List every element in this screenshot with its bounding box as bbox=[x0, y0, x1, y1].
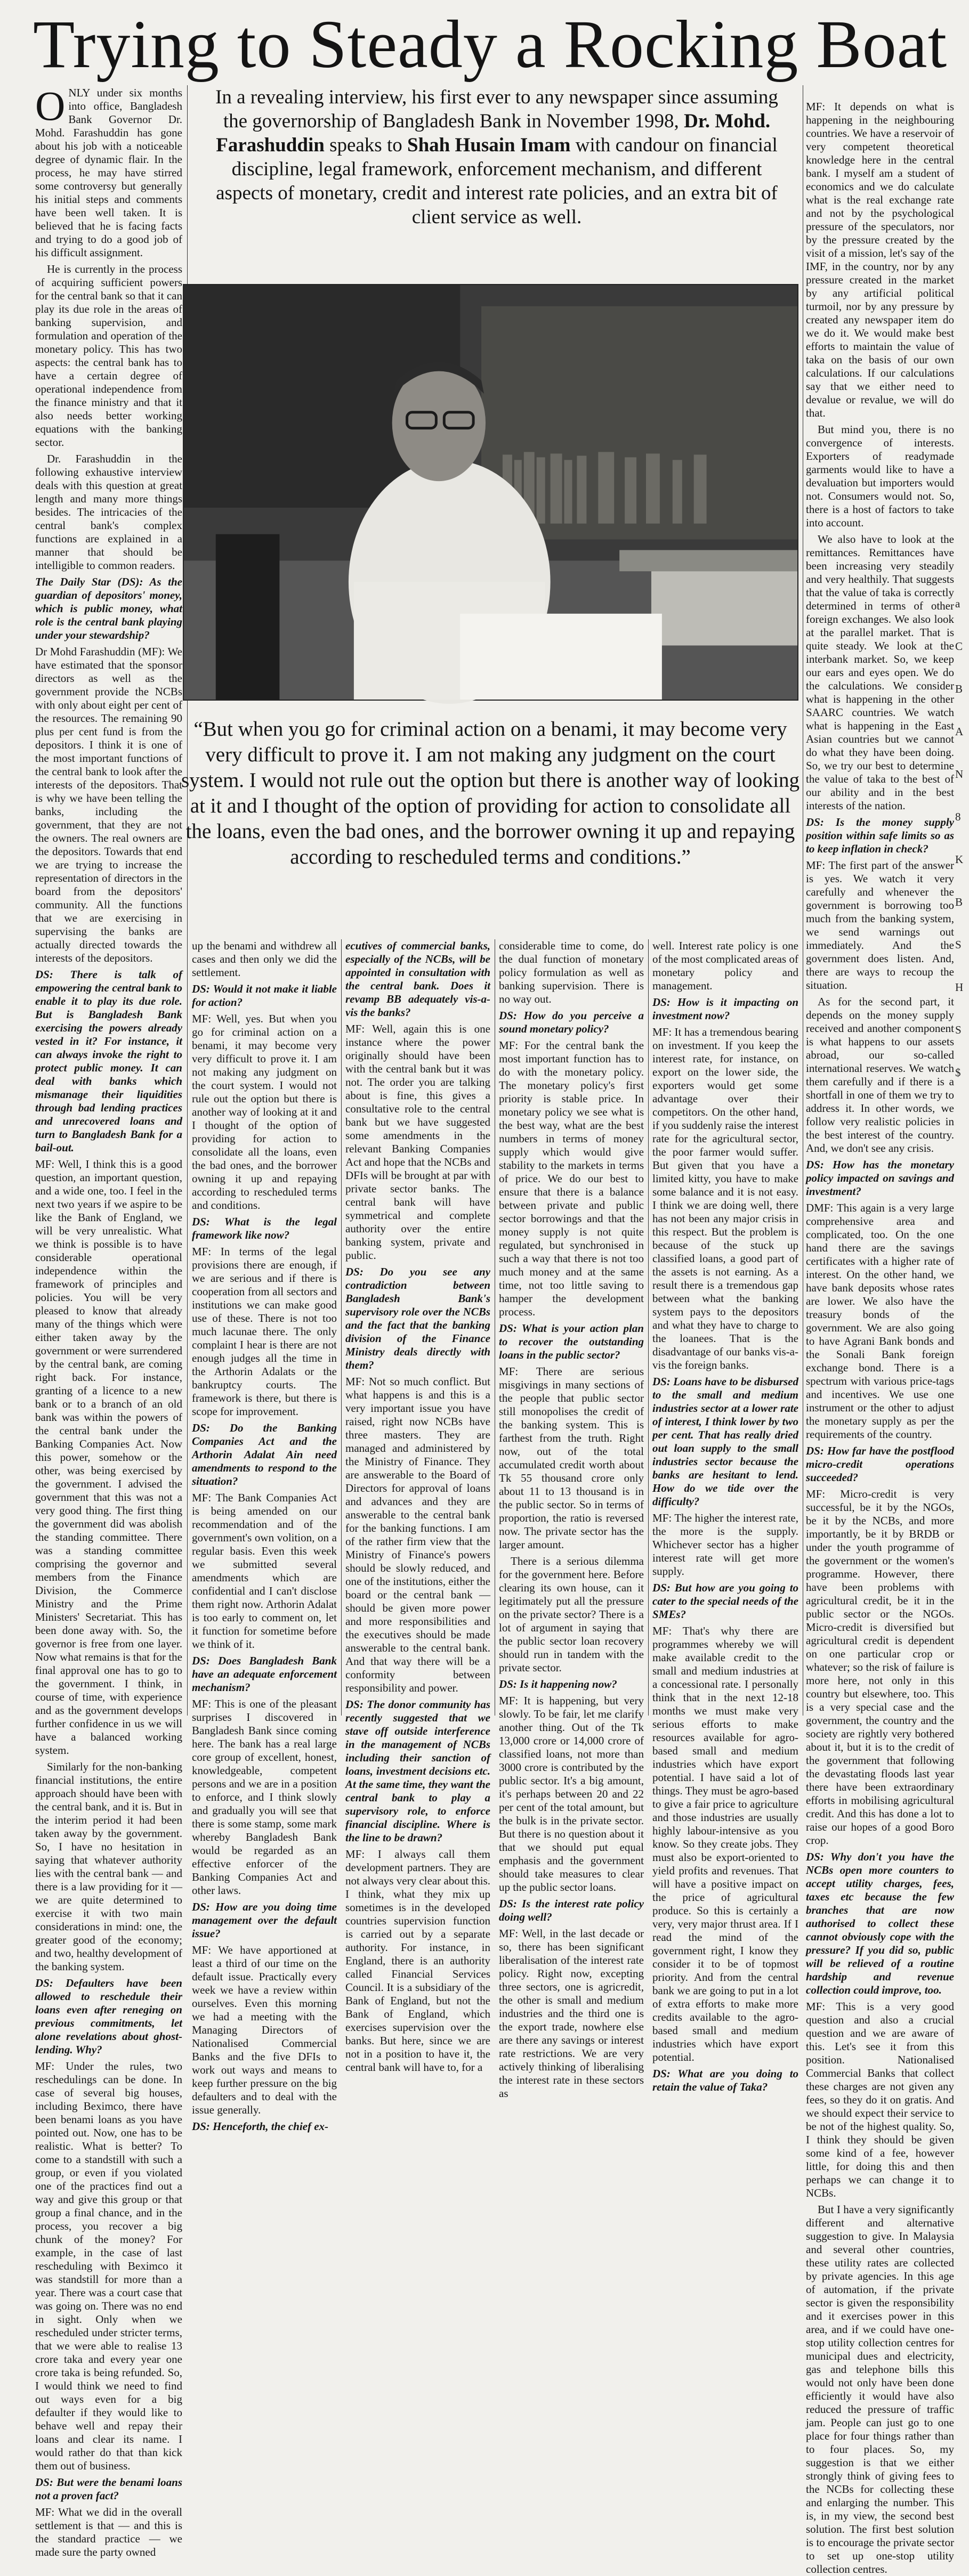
drop-cap: O bbox=[35, 83, 66, 129]
question: DS: There is talk of empowering the central bank to enable it to play its due role. But is Bangladesh Bank exercising the powers already vested in it? For instance, it can always invoke the right to protect public money. It can deal with banks which mismanage their liquidities through bad lending practices and unrecovered loans and turn to Bangladesh Bank for a bail-out. bbox=[35, 968, 182, 1154]
question: DS: Defaulters have been allowed to reschedule their loans even after reneging on previous commitments, let alone revelations about ghost-lending. Why? bbox=[35, 1977, 182, 2056]
column-2 bbox=[192, 939, 337, 2133]
answer: DMF: This again is a very large comprehensive area and complicated, too. On the one hand there are the savings certificates with a higher rate of interest. On the other hand, we have bank deposits whose rates are lower. We also have the treasury bonds of the government. We are also going to have Agrani Bank bonds and the Sonali Bank foreign exchange bond. There is a spectrum with various price-tags and incentives. We use one instrument or the other to adjust the monetary supply as per the requirements of the country. bbox=[806, 1201, 954, 1441]
question: DS: Do you see any contradiction between Bangladesh Bank's supervisory role over the NCBs and the fact that the banking division of the Finance Ministry deals directly with them? bbox=[345, 1265, 490, 1371]
answer: MF: The Bank Companies Act is being amended on our recommendation and of the government's own volition, on a regular basis. Even this week we submitted several amendments which are confidential and I can't disclose them right now. Arthorin Adalat is too early to comment on, let it function for sometime before we think of it. bbox=[192, 1491, 337, 1651]
intro-paragraph-2: He is currently in the process of acquiring sufficient powers for the central bank so that it can play its due role in the areas of banking supervision, and formulation and operation of the monetary policy. This has two aspects: the central bank has to have a certain degree of operational independence from the finance ministry and that it also needs better working equations with the banking sector. bbox=[35, 263, 182, 449]
answer: MF: We have apportioned at least a third of our time on the default issue. Practically every week we have a review within ourselves. Even this morning we had a meeting with the Managing Directors of Nationalised Commercial Banks and the five DFIs to work out ways and means to keep further pressure on the big defaulters and to deal with the issue generally. bbox=[192, 1944, 337, 2116]
pull-quote: “But when you go for criminal action on a benami, it may become very very difficult to prove it. I am not making any judgment on the court system. I would not rule out the option but there is another way of looking at it and I thought of the option of providing for action to consolidate all the loans, even the bad ones, and the borrower owning it up and repaying according to rescheduled terms and conditions.” bbox=[181, 718, 800, 868]
question: DS: What is the legal framework like now? bbox=[192, 1215, 337, 1241]
answer: MF: Well, again this is one instance where the power originally should have been with the central bank but it was not. The order you are talking about is fine, this gives a consultative role to the central bank but we have suggested some amendments in the relevant Banking Companies Act and hope that the NCBs and DFIs will be brought at par with private sector banks. The central bank will have symmetrical and complete authority over the entire banking system, private and public. bbox=[345, 1022, 490, 1262]
column-4 bbox=[499, 939, 644, 2100]
column-divider bbox=[648, 939, 649, 1716]
question: DS: Would it not make it liable for action? bbox=[192, 982, 337, 1009]
answer: MF: The first part of the answer is yes. We watch it very carefully and whenever the government is borrowing too much from the banking system, we send warnings out immediately. And the government does listen. And, there are ways to recoup the situation. bbox=[806, 859, 954, 992]
intro-paragraph-3: Dr. Farashuddin in the following exhaustive interview deals with this question at great length and many more things besides. The intricacies of the central bank's complex functions are explained in a manner that should be intelligible to common readers. bbox=[35, 452, 182, 572]
answer: MF: Under the rules, two reschedulings can be done. In case of several big houses, including Beximco, there have been benami loans as you have pointed out. Now, one has to be realistic. What is better? To come to a standstill with such a group, or even if you violated one of the practices find out a way and give this group or that group a final chance, and in the process, you recover a big chunk of the money? For example, in the case of last rescheduling with Beximco it was standstill for more than a year. There was a court case that was going on. There was no end in sight. Only when we rescheduled under stricter terms, that we were able to realise 13 crore taka and every year one crore taka is being refunded. So, I would think we need to find out ways even for a big defaulter if they would like to behave well and repay their loans and clear its name. I would rather do that than kick them out of business. bbox=[35, 2060, 182, 2472]
answer-continued: But I have a very significantly different and alternative suggestion to give. In Malaysia and several other countries, these utility rates are collected by private agencies. In this age of automation, if the private sector is given the responsibility and it exercises power in this area, and if we could have one-stop utility collection centres for municipal dues and electricity, gas and telephone bills this would not only have been done efficiently it would have also reduced the pressure of traffic jam. People can just go to one place for four things rather than to four places. So, my suggestion is that we either strongly think of giving fees to the NCBs for collecting these and enlarging the number. This is, in my view, the second best solution. The first best solution is to encourage the private sector to set up one-stop utility collection centres. bbox=[806, 2203, 954, 2575]
question: DS: The donor community has recently suggested that we stave off outside interference in the management of NCBs including their sanction of loans, investment decisions etc. At the same time, they want the central bank to play a supervisory role, to enforce financial discipline. Where is the line to be drawn? bbox=[345, 1698, 490, 1844]
question: DS: How are you doing time management over the default issue? bbox=[192, 1900, 337, 1940]
question: DS: Why don't you have the NCBs open more counters to accept utility charges, fees, taxes etc because the few branches that are now authorised to collect these cannot obviously cope with the pressure? If you did so, public will be relieved of a routine hardship and revenue collection could improve, too. bbox=[806, 1850, 954, 1996]
answer-continued: But mind you, there is no convergence of interests. Exporters of readymade garments would like to have a devaluation but importers would not. Consumers would not. So, there is a host of factors to take into account. bbox=[806, 423, 954, 529]
answer: MF: There are serious misgivings in many sections of the people that public sector still monopolises the credit of the banking system. This is farthest from the truth. Right now, out of the total accumulated credit worth about Tk 55 thousand crore only about 11 to 13 thousand is in the public sector. So in terms of proportion, the ratio is reversed now. The private sector has the larger amount. bbox=[499, 1365, 644, 1551]
question: DS: Loans have to be disbursed to the small and medium industries sector at a lower rate of interest, I think lower by two per cent. That has really dried out loan supply to the small industries sector because the banks are hesitant to lend. How do we tide over the difficulty? bbox=[652, 1375, 798, 1508]
cropped-adjacent-column: a C B A N 8 K B S H S $ bbox=[955, 597, 964, 1079]
answer: MF: Not so much conflict. But what happens is and this is a very important issue you have raised, right now NCBs have three masters. They are managed and administered by the Ministry of Finance. They are answerable to the Board of Directors for approval of loans and advances and they are answerable to the central bank for the banking functions. I am of the rather firm view that the Ministry of Finance's powers should be slowly reduced, and one of the institutions, either the board or the central bank — should be given more power and more responsibilities and the executives should be made answerable to the central bank. And that way there will be a conformity between responsibility and power. bbox=[345, 1375, 490, 1694]
answer: MF: It is happening, but very slowly. To be fair, let me clarify another thing. Out of the Tk 13,000 crore or 14,000 crore of classified loans, not more than 3000 crore is contributed by the public sector. It's a big amount, it's perhaps between 20 and 22 per cent of the total amount, but the bulk is in the private sector. But there is no question about it that we should put equal emphasis and the government should take measures to clear up the public sector loans. bbox=[499, 1694, 644, 1894]
answer: MF: Well, in the last decade or so, there has been significant liberalisation of the interest rate policy. Right now, excepting three sectors, one is agricredit, the other is small and medium industries and the third one is the export trade, nowhere else are there any savings or interest rate restrictions. We are very actively thinking of liberalising the interest rate in these sectors as bbox=[499, 1927, 644, 2100]
question: DS: Is the money supply position within safe limits so as to keep inflation in check? bbox=[806, 816, 954, 855]
answer: MF: It depends on what is happening in the neighbouring countries. We have a reservoir of very competent theoretical knowledge here in the central bank. I myself am a student of economics and we do calculate what is the real exchange rate and not by the psychological pressure of the speculators, nor by the pressure created by the visit of a mission, let's say of the IMF, in the country, nor by any pressure created in the market by any artificial political turmoil, nor by any pressure by created any newspaper item do we do it. We would make best efforts to maintain the value of taka on the basis of our own calculations. If our calculations say that we either need to devalue or revalue, we will do that. bbox=[806, 100, 954, 419]
answer: considerable time to come, do the dual function of monetary policy formulation as well as banking supervision. There is no way out. bbox=[499, 939, 644, 1005]
question: DS: Henceforth, the chief ex- bbox=[192, 2120, 329, 2133]
question: DS: What is your action plan to recover the outstanding loans in the public sector? bbox=[499, 1322, 644, 1361]
deck-introduction: In a revealing interview, his first ever to any newspaper since assuming the governorship of Bangladesh Bank in November 1998, Dr. Mohd. Farashuddin speaks to Shah Husain Imam with candour on financial discipline, legal framework, enforcement mechanism, and different aspects of monetary, credit and interest rate policies, and an extra bit of client service as well. bbox=[215, 86, 778, 228]
question: DS: Does Bangladesh Bank have an adequate enforcement mechanism? bbox=[192, 1654, 337, 1694]
answer: MF: This is a very good question and also a crucial question and we are aware of this. Let's see it from this position. Nationalised Commercial Banks that collect these charges are not given any fees, so they do it on gratis. And we should expect their service to be not of the highest quality. So, I think they should be given some kind of a fee, however little, for doing this and then perhaps we can change it to NCBs. bbox=[806, 2000, 954, 2199]
question: DS: But how are you going to cater to the special needs of the SMEs? bbox=[652, 1581, 798, 1621]
answer: Dr Mohd Farashuddin (MF): We have estimated that the sponsor directors as well as the government provide the NCBs with only about eight per cent of the resources. The remaining 90 plus per cent fund is from the depositors. I think it is one of the most important functions of the central bank to look after the interests of the depositors. That is why we have been telling the banks, including the government, that they are not the owners. The real owners are the depositors. Towards that end we are trying to increase the representation of directors in the board from the depositors' community. All the functions that we are exercising in supervising the banks are actually directed towards the interests of the depositors. bbox=[35, 645, 182, 964]
column-divider bbox=[341, 939, 342, 1716]
question: DS: Is it happening now? bbox=[499, 1678, 617, 1691]
answer-continued: There is a serious dilemma for the government here. Before clearing its own house, can it legitimately put all the pressure on the private sector? There is a lot of argument in saying that the public sector loan recovery should run in tandem with the private sector. bbox=[499, 1555, 644, 1674]
answer: up the benami and withdrew all cases and then only we did the settlement. bbox=[192, 939, 337, 979]
answer: MF: It has a tremendous bearing on investment. If you keep the interest rate, for instance, on export on the lower side, the exporters would get some advantage over their competitors. On the other hand, if you suddenly raise the interest rate for the agricultural sector, the poor farmer would suffer. But given that you have a limited kitty, you have to make some balance and it is not easy. I think we are doing well, there has not been any major crisis in this respect. But the problem is because of the stuck up classified loans, a good part of the assets is not earning. As a result there is a tremendous gap between what the banking system pays to the depositors and what they have to charge to the loanees. That is the disadvantage of our banks vis-a-vis the foreign banks. bbox=[652, 1026, 798, 1371]
answer: MF: Micro-credit is very successful, be it by the NGOs, be it by the NCBs, and more importantly, be it by BRDB or under the youth programme of the government or the women's programme. However, there have been problems with agricultural credit, be it in the public sector or the NGOs. Micro-credit is diversified but agricultural credit is dependent on one particular crop or whatever; so the risk of failure is more here, not only in this country but elsewhere, too. This is a very special case and the government, the country and the society are rightly very bothered about it, but it is to the credit of the government that following the devastating floods last year there have been extraordinary efforts in mobilising agricultural credit. And this has done a lot to raise our hopes of a good Boro crop. bbox=[806, 1488, 954, 1847]
question: DS: What are you doing to retain the value of Taka? bbox=[652, 2067, 798, 2093]
column-6 bbox=[806, 100, 954, 2575]
question: DS: But were the benami loans not a proven fact? bbox=[35, 2476, 182, 2502]
answer: MF: That's why there are programmes whereby we will make available credit to the small and medium industries at a concessional rate. I personally think that in the next 12-18 months we must make very serious efforts to make resources available for agro-based small and medium industries which have export potential. I have said a lot of things. They must be agro-based to give a fair price to agriculture and those industries are usually highly labour-intensive as you know. So they create jobs. They must also be export-oriented to yield profits and revenues. That will have a positive impact on the price of agricultural produce. So this is certainly a very, very major thrust area. If I read the mind of the government right, I know they consider it to be of topmost priority. And from the central bank we are going to put in a lot of extra efforts to make more credits available to the agro-based small and medium industries which have export potential. bbox=[652, 1624, 798, 2063]
question: DS: How is it impacting on investment now? bbox=[652, 996, 798, 1022]
column-3 bbox=[345, 939, 490, 2074]
answer: MF: Well, I think this is a good question, an important question, and a wide one, too. I feel in the next two years if we aspire to be like the Bank of England, we will be very unrealistic. What we think is possible is to have considerable operational independence within the framework of principles and policies. You will be very pleased to know that already many of the things which were either taken away by the government or were surrendered by the central bank, are coming right back. For instance, granting of a licence to a new bank or to a branch of an old bank was within the powers of the central bank under the Banking Companies Act. Now this power, somehow or the other, was being exercised by the government. I advised the government that this was not a very good thing. The first thing the government did was abolish the standing committee. There was a standing committee comprising the governor and members from the Finance Division, the Commerce Ministry and the Prime Ministers' Secretariat. This has been done away with. So, the governor is free from one layer. Now what remains is that for the final approval one has to go to the government. I think, in course of time, with experience and as the government develops further confidence in us we will have a balanced working system. bbox=[35, 1158, 182, 1757]
question: DS: Is the interest rate policy doing well? bbox=[499, 1897, 644, 1923]
answer: MF: In terms of the legal provisions there are enough, if we are serious and if there is cooperation from all sectors and institutions we can make good use of these. There is not too much lacunae there. The only complaint I hear is there are not enough judges all the time in the Arthorin Adalats or the bankruptcy courts. The framework is there, but there is scope for improvement. bbox=[192, 1245, 337, 1418]
answer: MF: For the central bank the most important function has to do with the monetary policy. The monetary policy's first priority is stable price. In monetary policy we see what is the best way, what are the best numbers in terms of money supply which would give stability to the markets in terms of price. We do our best to ensure that there is a balance between private and public sector borrowings and that the money supply is not quite regulated, but synchronised in such a way that there is not too much money and at the same time, not too little saving to hamper the development process. bbox=[499, 1039, 644, 1318]
interviewer-name: Shah Husain Imam bbox=[407, 134, 571, 156]
column-5 bbox=[652, 939, 798, 2093]
interviewee-name: Dr. Mohd. Farashuddin bbox=[216, 110, 771, 156]
portrait-photo bbox=[183, 284, 798, 701]
answer: MF: This is one of the pleasant surprises I discovered in Bangladesh Bank since coming here. The bank has a real large core group of excellent, honest, knowledgeable, competent persons and we are in a position to enforce, and I think slowly and gradually you will see that there is some stamp, some mark whereby Bangladesh Bank would be regarded as an effective enforcer of the Banking Companies Act and other laws. bbox=[192, 1697, 337, 1897]
question: DS: How do you perceive a sound monetary policy? bbox=[499, 1009, 644, 1035]
question: The Daily Star (DS): As the guardian of depositors' money, which is public money, what role is the central bank playing under your stewardship? bbox=[35, 575, 182, 641]
answer-continued: We also have to look at the remittances. Remittances have been increasing very steadily and very healthily. That suggests that the value of taka is correctly determined in terms of other foreign exchanges. We also look at the parallel market. That is quite steady. We look at the interbank market. So, we keep our ears and eyes open. We do the calculations. We consider what is happening in the other SAARC countries. We watch what is happening in the East Asian countries but we cannot do what they have been doing. So, we try our best to determine the value of taka to the best of our ability and in the best interests of the nation. bbox=[806, 533, 954, 812]
answer: MF: What we did in the overall settlement is that — and this is the standard practice — we made sure the party owned bbox=[35, 2506, 182, 2558]
answer-continued: As for the second part, it depends on the money supply received and another component is what happens to our assets abroad, our so-called international reserves. We watch them carefully and if there is a shortfall in one of them we try to address it. In other words, we follow very realistic policies in the best interest of the country. And, we don't see any crisis. bbox=[806, 995, 954, 1155]
answer: MF: Well, yes. But when you go for criminal action on a benami, it may become very very difficult to prove it. I am not making any judgment on the court system. I would not rule out the option but there is another way of looking at it and I thought of the option of providing for action to consolidate all the loans, even the bad ones, and the borrower owning it up and repaying according to rescheduled terms and conditions. bbox=[192, 1012, 337, 1212]
question: DS: Do the Banking Companies Act and the Arthorin Adalat Ain need amendments to respond to the situation? bbox=[192, 1421, 337, 1488]
answer: MF: I always call them development partners. They are not always very clear about this. I think, what they mix up sometimes is in the developed countries supervision function is carried out by a separate authority. For instance, in England, there is an authority called Financial Services Council. It is a subsidiary of the Bank of England, but not the Bank of England, which exercises supervision over the banks. But here, since we are not in a position to have it, the central bank will have to, for a bbox=[345, 1848, 490, 2074]
question: DS: How far have the postflood micro-credit operations succeeded? bbox=[806, 1444, 954, 1484]
headline: Trying to Steady a Rocking Boat bbox=[33, 6, 948, 82]
answer-continued: Similarly for the non-banking financial institutions, the entire approach should have been with the central bank, and it is. But in the interim period it had been taken away by the government. So, I have no hesitation in saying that whatever authority lies with the central bank — and there is a law providing for it — we are quite determined to exercise it with two main considerations in mind: one, the greater good of the economy; and two, healthy development of the banking system. bbox=[35, 1760, 182, 1973]
question: ecutives of commercial banks, especially of the NCBs, will be appointed in consultation with the central bank. Does it revamp BB adequately vis-a-vis the banks? bbox=[345, 939, 490, 1019]
column-1 bbox=[35, 83, 182, 2558]
intro-paragraph: ONLY under six months into office, Bangladesh Bank Governor Dr. Mohd. Farashuddin has gone about his job with a noticeable degree of dynamic flair. In the process, he may have stirred some controversy but generally his initial steps and comments have been well taken. It is believed that he is facing facts and trying to do a good job of his difficult assignment. bbox=[35, 83, 182, 259]
portrait-illustration bbox=[184, 285, 797, 700]
answer: well. Interest rate policy is one of the most complicated areas of monetary policy and management. bbox=[652, 939, 798, 992]
question: DS: How has the monetary policy impacted on savings and investment? bbox=[806, 1158, 954, 1198]
answer: MF: The higher the interest rate, the more is the supply. Whichever sector has a higher interest rate will get more supply. bbox=[652, 1512, 798, 1578]
